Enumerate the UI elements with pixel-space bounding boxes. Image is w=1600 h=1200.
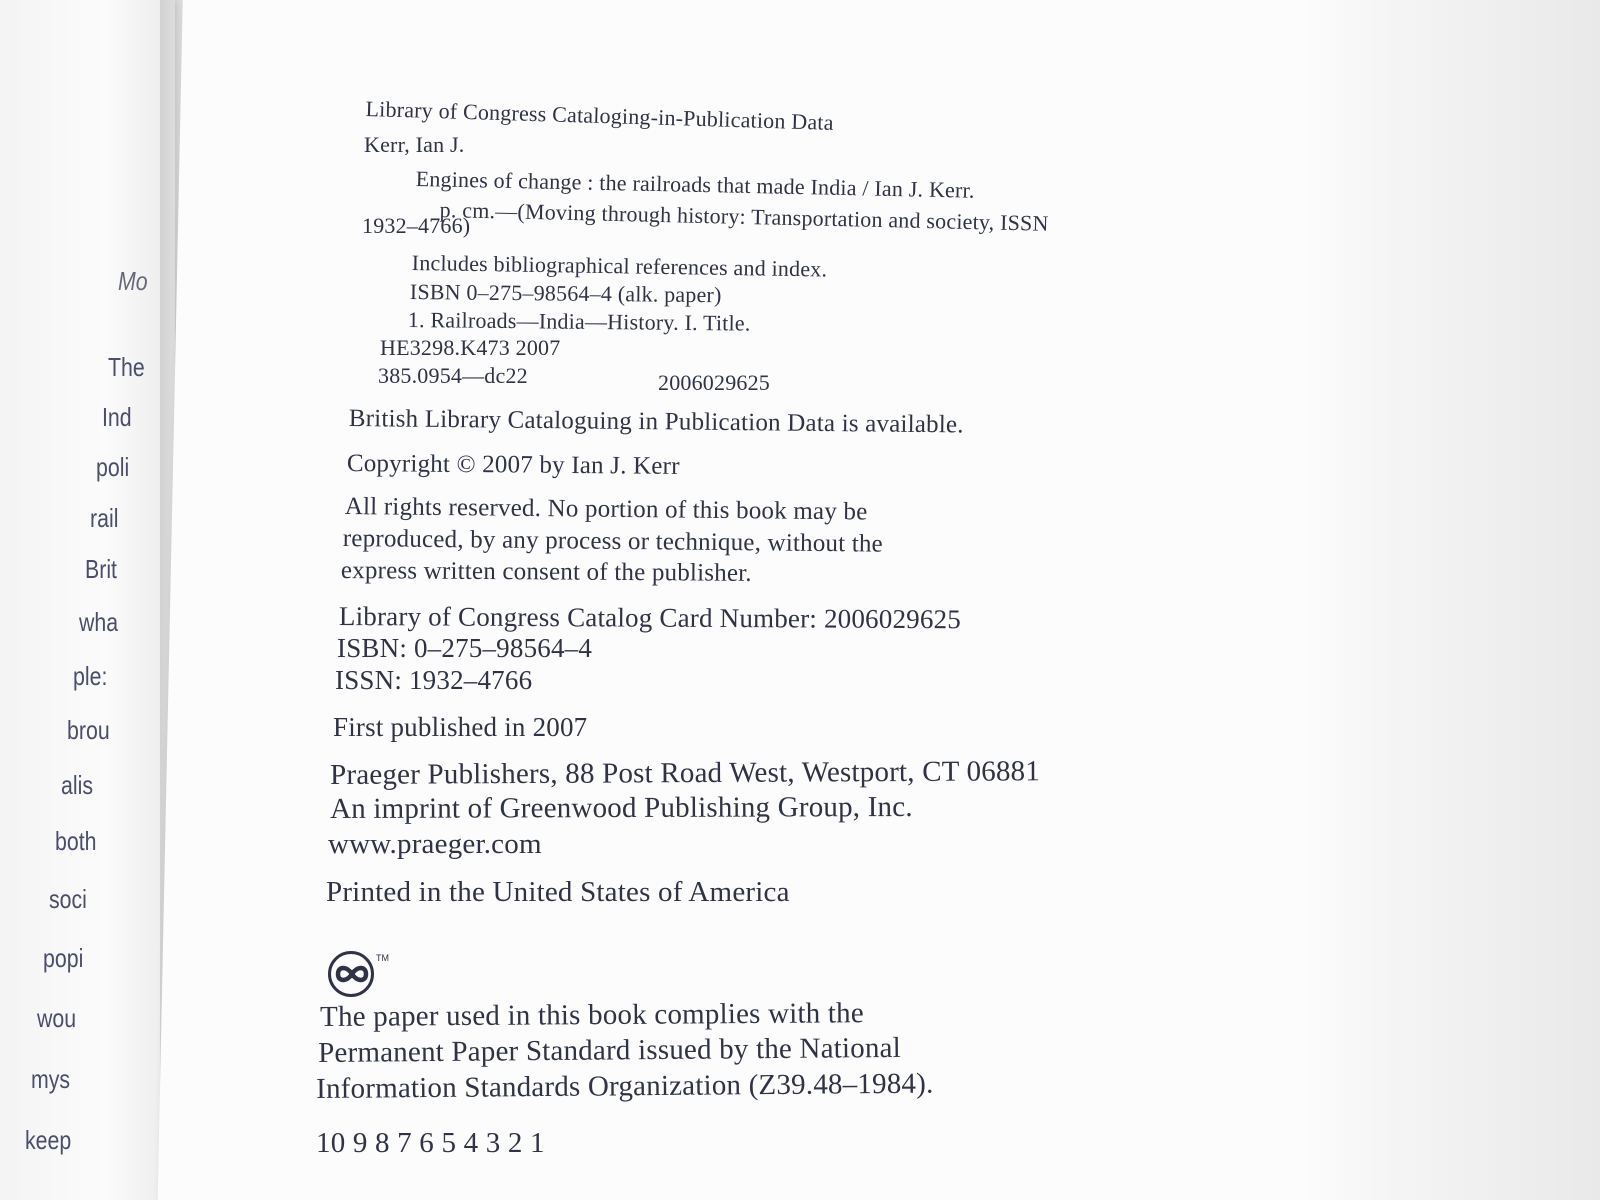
publisher-imprint: An imprint of Greenwood Publishing Group, Inc.	[330, 790, 913, 825]
left-page-word: popi	[43, 943, 84, 973]
publisher-website: www.praeger.com	[328, 828, 542, 860]
trademark-mark: TM	[376, 953, 389, 963]
printing-line: 10 9 8 7 6 5 4 3 2 1	[316, 1127, 545, 1159]
paper-note-line: Information Standards Organization (Z39.48–1984).	[316, 1067, 934, 1105]
left-page-word: brou	[67, 715, 110, 745]
left-page-series-fragment: Mo	[118, 266, 148, 296]
cip-subjects-line: 1. Railroads—India—History. I. Title.	[407, 307, 751, 336]
left-page-word: both	[55, 826, 97, 856]
left-page-word: ple:	[73, 661, 108, 691]
cip-author: Kerr, Ian J.	[364, 132, 465, 157]
british-library-note: British Library Cataloguing in Publication Data is available.	[348, 405, 964, 439]
left-page-word: keep	[25, 1125, 72, 1155]
first-published: First published in 2007	[333, 712, 588, 742]
cip-dewey: 385.0954—dc22	[378, 363, 528, 388]
publisher-address: Praeger Publishers, 88 Post Road West, Westport, CT 06881	[330, 755, 1041, 791]
rights-line: express written consent of the publisher.	[340, 557, 752, 587]
left-page	[0, 0, 175, 1200]
left-page-word: Brit	[85, 554, 117, 584]
left-page-word: wou	[37, 1003, 77, 1033]
rights-line: All rights reserved. No portion of this book may be	[344, 493, 868, 526]
left-page-word: wha	[79, 607, 119, 637]
printed-in: Printed in the United States of America	[326, 876, 790, 908]
left-page-word: mys	[31, 1064, 71, 1094]
desk-background	[1300, 0, 1600, 1200]
cip-biblio-note: Includes bibliographical references and index.	[411, 250, 828, 282]
copyright-line: Copyright © 2007 by Ian J. Kerr	[346, 450, 680, 480]
left-page-word: soci	[49, 884, 87, 914]
left-page-word: alis	[61, 770, 93, 800]
left-page-word: poli	[96, 452, 130, 482]
cip-title-line: Engines of change : the railroads that made India / Ian J. Kerr.	[415, 166, 975, 203]
isbn: ISBN: 0–275–98564–4	[337, 633, 593, 663]
infinity-permanent-paper-icon	[328, 951, 374, 997]
cip-series-line: p. cm.—(Moving through history: Transportation and society, ISSN	[439, 197, 1049, 236]
left-page-word: rail	[90, 503, 119, 533]
cip-isbn-line: ISBN 0–275–98564–4 (alk. paper)	[409, 279, 722, 308]
rights-line: reproduced, by any process or technique, without the	[342, 525, 884, 558]
left-page-word: Ind	[102, 402, 132, 432]
cip-lccn: 2006029625	[658, 370, 770, 395]
cip-series-issn: 1932–4766)	[362, 213, 471, 238]
catalog-card-number: Library of Congress Catalog Card Number: 2006029625	[338, 601, 962, 635]
paper-note-line: The paper used in this book complies with the	[320, 997, 865, 1033]
left-page-word: The	[108, 352, 145, 382]
paper-note-line: Permanent Paper Standard issued by the National	[318, 1031, 902, 1069]
cip-lc-class: HE3298.K473 2007	[380, 335, 561, 360]
issn: ISSN: 1932–4766	[335, 665, 533, 695]
cip-header: Library of Congress Cataloging-in-Publication Data	[365, 96, 835, 135]
